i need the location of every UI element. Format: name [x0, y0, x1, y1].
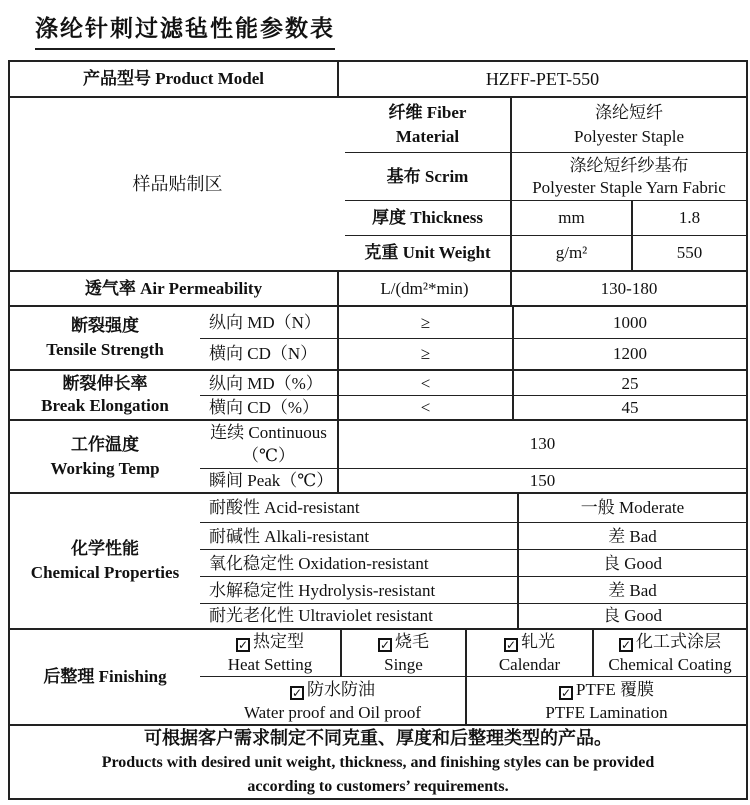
elongation-label-zh: 断裂伸长率: [62, 374, 148, 393]
fiber-value-en: Polyester Staple: [573, 127, 684, 147]
finishing-chemical-coating-zh: [619, 630, 721, 653]
sample-section: [10, 96, 746, 270]
air-permeability-unit: L/(dm²*min): [337, 272, 510, 305]
footer-note-en-1: Products with desired unit weight, thickness, and finishing styles can be provided: [101, 753, 655, 771]
tensile-md-op: ≥: [337, 307, 512, 338]
chemical-label-en: Chemical Properties: [30, 563, 180, 582]
oxidation-row: [200, 549, 746, 576]
finishing-heat-setting: [200, 630, 340, 676]
elongation-section: [10, 369, 746, 419]
tensile-cd-value: 1200: [512, 339, 746, 369]
finishing-ptfe: [465, 677, 746, 724]
peak-cond: 瞬间 Peak（℃）: [209, 470, 334, 490]
finishing-label: 后整理 Finishing: [43, 667, 167, 686]
oxidation-property: 氧化稳定性 Oxidation-resistant: [209, 553, 429, 573]
checkbox-checked-icon: ✓: [620, 638, 632, 652]
elongation-label-en: Break Elongation: [41, 396, 169, 415]
tensile-section: [10, 305, 746, 369]
finishing-singe-zh: [378, 630, 429, 653]
oxidation-rating: 良 Good: [517, 550, 746, 576]
fiber-label: [345, 98, 510, 152]
scrim-label: 基布 Scrim: [386, 166, 469, 186]
elongation-md-dir: 纵向 MD（%）: [209, 373, 323, 393]
acid-rating: 一般 Moderate: [517, 494, 746, 522]
scrim-row: [345, 152, 746, 199]
alkali-rating: 差 Bad: [517, 523, 746, 549]
finishing-waterproof-zh: [290, 678, 375, 701]
alkali-property: 耐碱性 Alkali-resistant: [209, 526, 370, 546]
air-permeability-value: 130-180: [510, 272, 746, 305]
working-temp-subtable: [200, 421, 746, 492]
unit-weight-value: 550: [631, 236, 746, 270]
finishing-singe-en: Singe: [384, 655, 423, 674]
product-model-label: 产品型号 Product Model: [82, 69, 264, 88]
tensile-label-en: Tensile Strength: [46, 340, 164, 359]
fiber-label-en: Material: [395, 127, 460, 147]
finishing-heat-setting-en: Heat Setting: [227, 655, 313, 674]
finishing-ptfe-zh: [559, 678, 654, 701]
fiber-row: [345, 98, 746, 152]
footer-note-row: [10, 724, 746, 798]
finishing-chemical-coating-en: Chemical Coating: [608, 655, 732, 674]
continuous-value: 130: [337, 421, 746, 468]
working-temp-section: [10, 419, 746, 492]
fiber-value: [510, 98, 746, 152]
thickness-value: 1.8: [631, 201, 746, 236]
finishing-calendar-en: Calendar: [498, 655, 561, 674]
chemical-label: [10, 494, 200, 628]
thickness-unit: mm: [510, 201, 631, 236]
checkbox-checked-icon: ✓: [237, 638, 249, 652]
air-permeability-row: [10, 270, 746, 305]
tensile-subtable: [200, 307, 746, 369]
peak-temp-row: [200, 468, 746, 492]
elongation-cd-op: <: [337, 396, 512, 419]
unit-weight-row: [345, 235, 746, 270]
footer-note-en-2: according to customers’ requirements.: [247, 777, 509, 795]
continuous-temp-row: [200, 421, 746, 468]
tensile-label-zh: 断裂强度: [71, 316, 139, 335]
finishing-calendar: [465, 630, 592, 676]
acid-property: 耐酸性 Acid-resistant: [209, 498, 360, 517]
finishing-waterproof-en: Water proof and Oil proof: [243, 702, 422, 722]
tensile-md-value: 1000: [512, 307, 746, 338]
sample-area-label: 样品贴制区: [132, 174, 223, 194]
finishing-row-1: [200, 630, 746, 676]
finishing-ptfe-en: PTFE Lamination: [545, 702, 668, 722]
tensile-cd-dir: 横向 CD（N）: [209, 344, 318, 363]
elongation-md-op: <: [337, 371, 512, 395]
finishing-heat-setting-zh: [236, 630, 304, 653]
elongation-label: [10, 371, 200, 419]
elongation-cd-dir: 横向 CD（%）: [209, 398, 320, 417]
finishing-subtable: [200, 630, 746, 724]
finishing-waterproof: [200, 677, 465, 724]
ultraviolet-row: [200, 603, 746, 628]
finishing-chemical-coating-zh-text: 化工式涂层: [636, 632, 721, 651]
hydrolysis-row: [200, 576, 746, 603]
working-temp-label: [10, 421, 200, 492]
elongation-md-value: 25: [512, 371, 746, 395]
finishing-heat-setting-zh-text: 热定型: [253, 632, 304, 651]
finishing-section: [10, 628, 746, 724]
thickness-label: 厚度 Thickness: [372, 208, 483, 228]
checkbox-checked-icon: ✓: [291, 685, 303, 700]
checkbox-checked-icon: ✓: [505, 638, 517, 652]
hydrolysis-property: 水解稳定性 Hydrolysis-resistant: [209, 580, 436, 600]
fiber-label-zh: 纤维 Fiber: [388, 103, 467, 123]
tensile-cd-op: ≥: [337, 339, 512, 369]
ultraviolet-property: 耐光老化性 Ultraviolet resistant: [209, 606, 433, 625]
finishing-row-2: [200, 676, 746, 724]
finishing-ptfe-zh-text: PTFE 覆膜: [576, 679, 654, 699]
finishing-singe: [340, 630, 465, 676]
thickness-row: [345, 200, 746, 236]
continuous-cond: [200, 421, 337, 468]
page-title: 涤纶针刺过滤毡性能参数表: [35, 10, 335, 50]
fiber-value-zh: 涤纶短纤: [595, 103, 663, 123]
unit-weight-label: 克重 Unit Weight: [364, 243, 491, 263]
elongation-subtable: [200, 371, 746, 419]
elongation-md-row: [200, 371, 746, 395]
continuous-cond-line2: （℃）: [241, 446, 296, 466]
elongation-cd-row: [200, 395, 746, 419]
alkali-row: [200, 522, 746, 549]
sample-subtable: [345, 98, 746, 270]
tensile-md-dir: 纵向 MD（N）: [209, 312, 321, 332]
finishing-chemical-coating: [592, 630, 746, 676]
product-model-value: HZFF-PET-550: [337, 62, 746, 96]
working-temp-label-zh: 工作温度: [71, 434, 139, 454]
continuous-cond-line1: 连续 Continuous: [210, 423, 327, 443]
footer-note-zh: 可根据客户需求制定不同克重、厚度和后整理类型的产品。: [144, 727, 612, 748]
tensile-label: [10, 307, 200, 369]
chemical-label-zh: 化学性能: [71, 539, 139, 558]
hydrolysis-rating: 差 Bad: [517, 577, 746, 603]
chemical-subtable: [200, 494, 746, 628]
working-temp-label-en: Working Temp: [50, 458, 160, 478]
tensile-md-row: [200, 307, 746, 338]
finishing-waterproof-zh-text: 防水防油: [307, 679, 375, 699]
finishing-calendar-zh: [504, 630, 555, 653]
product-model-row: [10, 62, 746, 96]
spec-table: [8, 60, 748, 800]
scrim-value-en: Polyester Staple Yarn Fabric: [532, 177, 726, 197]
air-permeability-label: 透气率 Air Permeability: [84, 278, 263, 298]
acid-row: [200, 494, 746, 522]
chemical-section: [10, 492, 746, 628]
finishing-calendar-zh-text: 轧光: [521, 632, 555, 651]
elongation-cd-value: 45: [512, 396, 746, 419]
scrim-value: [510, 153, 746, 199]
ultraviolet-rating: 良 Good: [517, 604, 746, 628]
peak-value: 150: [337, 469, 746, 492]
checkbox-checked-icon: ✓: [379, 638, 391, 652]
footer-note: [10, 726, 746, 798]
finishing-singe-zh-text: 烧毛: [395, 632, 429, 651]
checkbox-checked-icon: ✓: [561, 685, 572, 700]
tensile-cd-row: [200, 338, 746, 369]
scrim-value-zh: 涤纶短纤纱基布: [569, 155, 689, 175]
unit-weight-unit: g/m²: [510, 236, 631, 270]
